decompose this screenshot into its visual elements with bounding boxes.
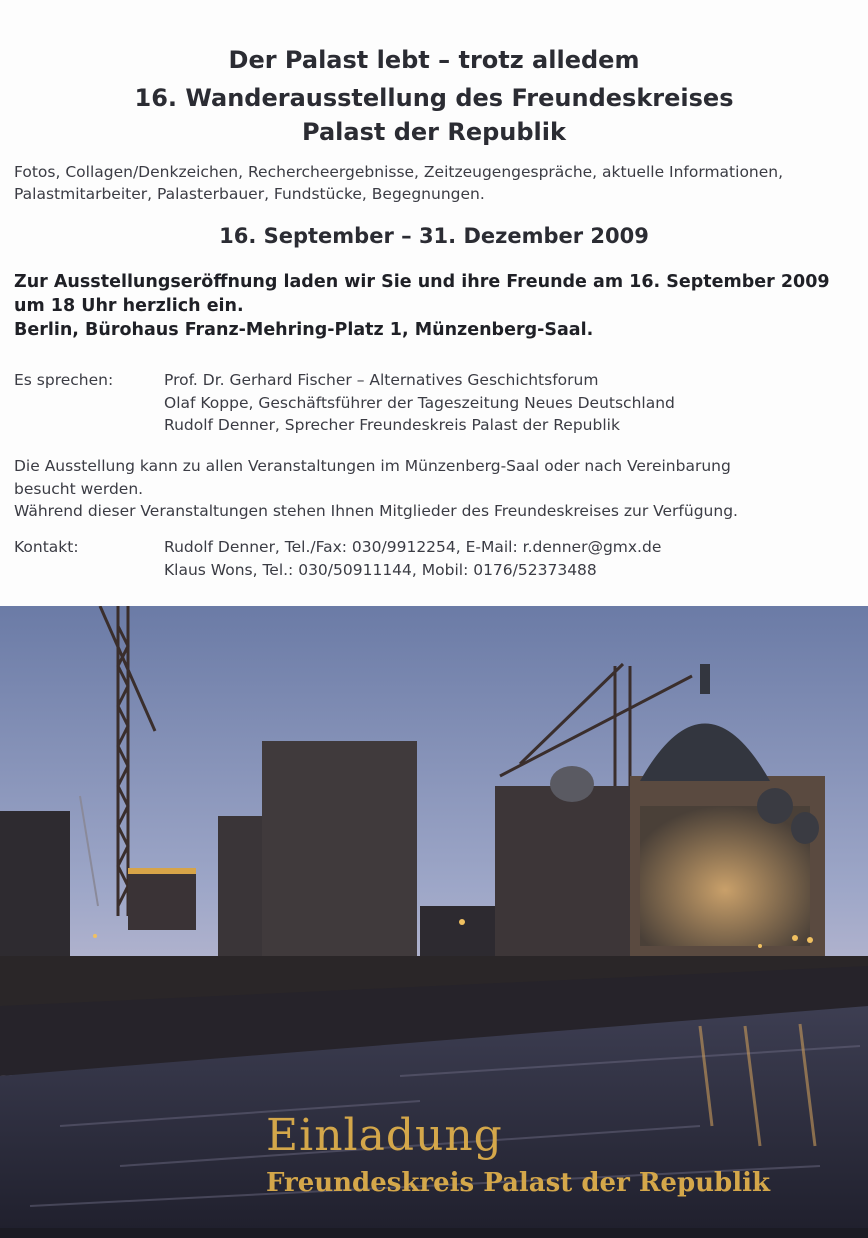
visiting-info [14, 455, 864, 523]
invitation-text-panel [0, 0, 868, 606]
contact-item: Rudolf Denner, Tel./Fax: 030/9912254, E-Mail: r.denner@gmx.de [164, 538, 662, 556]
contact-list [164, 536, 661, 581]
title-line-3: Palast der Republik [302, 118, 566, 146]
title-line-2: 16. Wanderausstellung des Freundeskreises [134, 84, 734, 112]
invitation-line: um 18 Uhr herzlich ein. [14, 296, 244, 316]
contact-item: Klaus Wons, Tel.: 030/50911144, Mobil: 0176/52373488 [164, 560, 597, 579]
opening-invitation [14, 270, 859, 342]
speaker-item: Prof. Dr. Gerhard Fischer – Alternatives Geschichtsforum [164, 371, 599, 389]
invitation-line: Zur Ausstellungseröffnung laden wir Sie und ihre Freunde am 16. September 2009 [14, 272, 830, 292]
exhibition-contents [14, 161, 854, 205]
info-line: Während dieser Veranstaltungen stehen Ihnen Mitglieder des Freundeskreises zur Verfügung. [14, 502, 738, 520]
exhibition-dates: 16. September – 31. Dezember 2009 [219, 224, 649, 248]
speaker-item: Olaf Koppe, Geschäftsführer der Tageszeitung Neues Deutschland [164, 393, 675, 412]
invitation-overlay-title: Einladung [266, 1110, 503, 1161]
speaker-item: Rudolf Denner, Sprecher Freundeskreis Palast der Republik [164, 416, 620, 434]
invitation-line: Berlin, Bürohaus Franz-Mehring-Platz 1, Münzenberg-Saal. [14, 320, 594, 340]
contact-label: Kontakt: [14, 538, 79, 556]
speakers-label: Es sprechen: [14, 371, 114, 389]
info-line: Die Ausstellung kann zu allen Veranstaltungen im Münzenberg-Saal oder nach Vereinbarung [14, 457, 731, 475]
invitation-overlay-subtitle: Freundeskreis Palast der Republik [266, 1168, 771, 1198]
intro-line: Palastmitarbeiter, Palasterbauer, Fundstücke, Begegnungen. [14, 185, 485, 203]
speakers-list [164, 369, 675, 437]
title-line-1: Der Palast lebt – trotz alledem [228, 46, 640, 74]
intro-line: Fotos, Collagen/Denkzeichen, Rechercheergebnisse, Zeitzeugengespräche, aktuelle Informationen, [14, 163, 784, 181]
info-line: besucht werden. [14, 479, 144, 498]
